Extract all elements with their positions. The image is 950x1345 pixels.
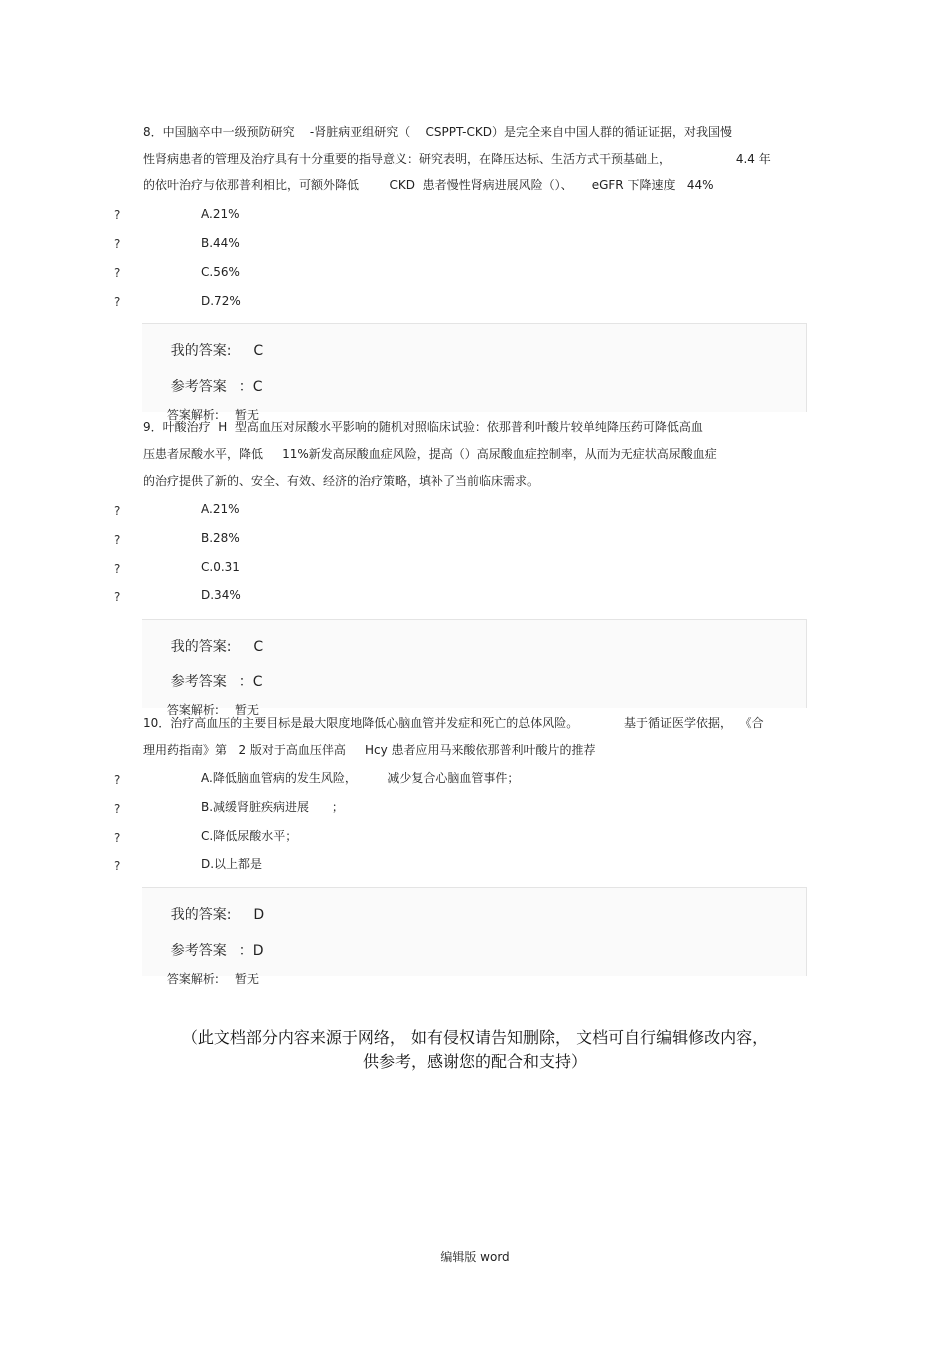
my-answer-label: 我的答案: <box>170 343 232 359</box>
option-a: A.降低脑血管病的发生风险， 减少复合心脑血管事件； <box>201 771 520 785</box>
my-answer-value: D <box>253 907 265 923</box>
option-marker: ? <box>114 562 121 576</box>
option-marker: ? <box>114 590 121 604</box>
reference-answer-label: 参考答案 <box>170 379 227 395</box>
reference-answer-value: ：C <box>238 674 263 690</box>
reference-answer-label: 参考答案 <box>170 674 227 690</box>
option-d: D.72% <box>201 294 241 308</box>
analysis-label: 答案解析: <box>166 972 219 986</box>
question-text-line: 10．治疗高血压的主要目标是最大限度地降低心脑血管并发症和死亡的总体风险。 基于循证医学依据， 《合 <box>143 716 764 730</box>
option-b: B.28% <box>201 531 240 545</box>
option-b: B.减缓肾脏疾病进展 ； <box>201 800 344 814</box>
option-marker: ? <box>114 802 121 816</box>
my-answer-label: 我的答案: <box>170 639 232 655</box>
reference-answer-value: ：C <box>238 379 263 395</box>
reference-answer-value: ：D <box>238 943 264 959</box>
question-text-line: 9．叶酸治疗 H 型高血压对尿酸水平影响的随机对照临床试验：依那普利叶酸片较单纯降压药可降低高血 <box>143 420 703 434</box>
option-d: D.以上都是 <box>201 857 263 871</box>
analysis-row <box>144 958 259 1000</box>
option-a: A.21% <box>201 207 240 221</box>
analysis-label: 答案解析: <box>166 408 219 422</box>
reference-answer-label: 参考答案 <box>170 943 227 959</box>
question-text-line: 的依叶治疗与依那普利相比，可额外降低 CKD 患者慢性肾病进展风险（）、 eGFR 下降速度 44% <box>143 178 714 192</box>
option-c: C.56% <box>201 265 240 279</box>
question-text-line: 8．中国脑卒中一级预防研究 -肾脏病亚组研究（ CSPPT-CKD）是完全来自中国人群的循证证据，对我国慢 <box>143 125 732 139</box>
analysis-label: 答案解析: <box>166 703 219 717</box>
option-c: C.降低尿酸水平； <box>201 829 298 843</box>
option-marker: ? <box>114 773 121 787</box>
question-text-line: 性肾病患者的管理及治疗具有十分重要的指导意义：研究表明，在降压达标、生活方式干预基础上， 4.4 年 <box>143 152 771 166</box>
option-marker: ? <box>114 266 121 280</box>
my-answer-value: C <box>253 343 264 359</box>
question-text-line: 压患者尿酸水平，降低 11%新发高尿酸血症风险，提高（）高尿酸血症控制率，从而为无症状高尿酸血症 <box>143 447 717 461</box>
option-marker: ? <box>114 208 121 222</box>
my-answer-value: C <box>253 639 264 655</box>
answer-box <box>142 323 807 422</box>
copyright-notice-line-2: 供参考，感谢您的配合和支持） <box>362 1052 587 1071</box>
option-marker: ? <box>114 504 121 518</box>
question-text-line: 的治疗提供了新的、安全、有效、经济的治疗策略，填补了当前临床需求。 <box>143 474 540 488</box>
answer-box <box>142 887 807 986</box>
copyright-notice-line-1: （此文档部分内容来源于网络， 如有侵权请告知删除， 文档可自行编辑修改内容， <box>181 1028 769 1047</box>
option-marker: ? <box>114 295 121 309</box>
option-b: B.44% <box>201 236 240 250</box>
question-text-line: 理用药指南》第 2 版对于高血压伴高 Hcy 患者应用马来酸依那普利叶酸片的推荐 <box>143 743 596 757</box>
option-c: C.0.31 <box>201 560 240 574</box>
option-a: A.21% <box>201 502 240 516</box>
my-answer-label: 我的答案: <box>170 907 232 923</box>
option-marker: ? <box>114 859 121 873</box>
option-marker: ? <box>114 237 121 251</box>
option-d: D.34% <box>201 588 241 602</box>
page-footer: 编辑版 word <box>440 1250 510 1264</box>
analysis-value: 暂无 <box>234 972 259 986</box>
analysis-value: 暂无 <box>234 703 259 717</box>
analysis-value: 暂无 <box>234 408 259 422</box>
option-marker: ? <box>114 831 121 845</box>
answer-box <box>142 619 807 717</box>
option-marker: ? <box>114 533 121 547</box>
